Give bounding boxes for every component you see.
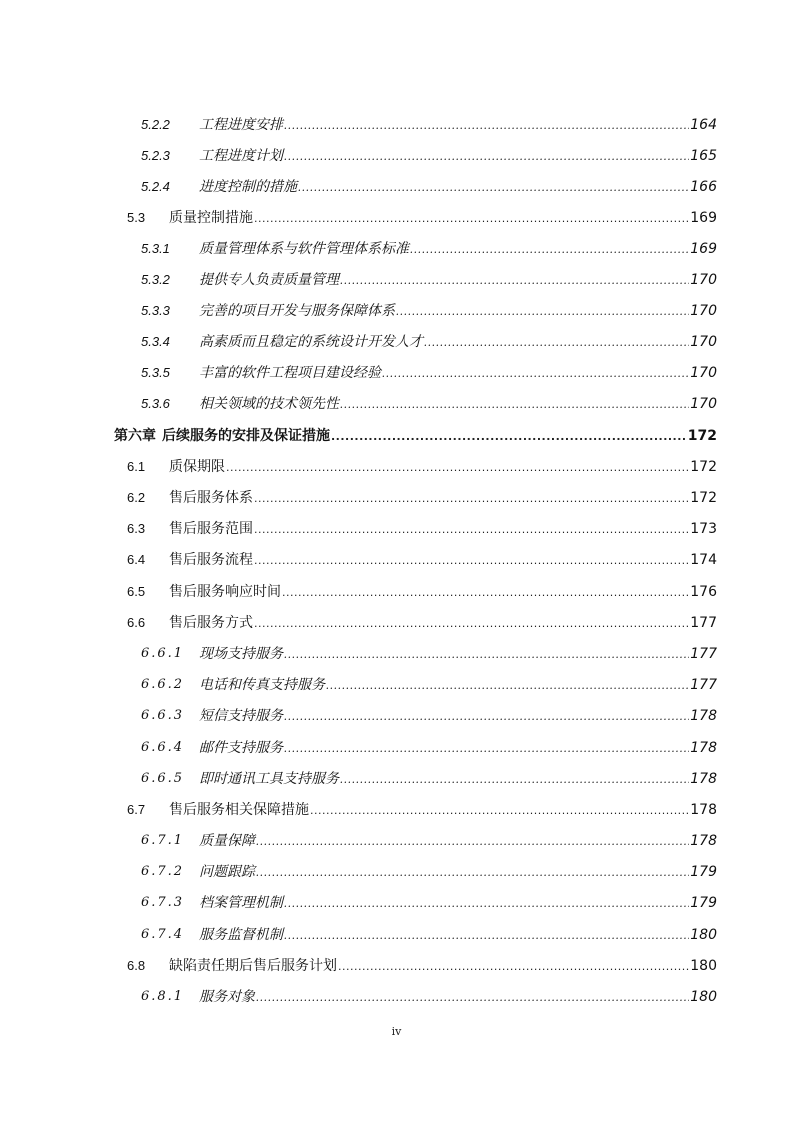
toc-entry-title: 质量控制措施 xyxy=(169,210,253,226)
toc-entry-title: 高素质而且稳定的系统设计开发人才 xyxy=(199,334,423,350)
toc-entry-page: 180 xyxy=(690,958,717,974)
toc-entry[interactable] xyxy=(141,114,717,136)
toc-entry-page: 178 xyxy=(690,740,717,756)
toc-entry-number: 5.3.6 xyxy=(141,396,170,411)
toc-entry[interactable] xyxy=(141,830,717,852)
toc-chapter-number: 第六章 xyxy=(114,428,156,444)
toc-entry-page: 170 xyxy=(690,334,717,350)
toc-leader-dots xyxy=(340,768,689,791)
toc-leader-dots xyxy=(256,861,689,884)
toc-entry-number: 5.2.2 xyxy=(141,117,170,132)
toc-entry-title: 完善的项目开发与服务保障体系 xyxy=(199,303,395,319)
toc-leader-dots xyxy=(382,362,689,385)
toc-leader-dots xyxy=(284,737,689,760)
toc-entry-title: 质量管理体系与软件管理体系标准 xyxy=(199,241,409,257)
toc-entry-page: 178 xyxy=(690,833,717,849)
toc-entry-number: 6.6.4 xyxy=(141,740,185,755)
toc-leader-dots xyxy=(254,518,689,541)
toc-entry-page: 172 xyxy=(687,428,717,444)
toc-entry-page: 169 xyxy=(690,241,717,257)
toc-entry-page: 179 xyxy=(690,864,717,880)
toc-entry-title: 进度控制的措施 xyxy=(199,179,297,195)
toc-entry-title: 电话和传真支持服务 xyxy=(199,677,325,693)
toc-entry-page: 170 xyxy=(690,365,717,381)
toc-entry-title: 质量保障 xyxy=(199,833,255,849)
toc-entry-title: 服务对象 xyxy=(199,989,255,1005)
toc-entry-page: 178 xyxy=(690,771,717,787)
toc-entry[interactable] xyxy=(127,612,717,634)
toc-entry-title: 售后服务流程 xyxy=(169,552,253,568)
toc-chapter-entry[interactable] xyxy=(114,425,717,447)
toc-leader-dots xyxy=(424,331,689,354)
toc-entry[interactable] xyxy=(141,269,717,291)
toc-entry-number: 6.8 xyxy=(127,958,146,973)
toc-entry[interactable] xyxy=(141,674,717,696)
toc-leader-dots xyxy=(256,830,689,853)
toc-entry-title: 工程进度计划 xyxy=(199,148,283,164)
toc-entry-page: 166 xyxy=(690,179,717,195)
toc-entry[interactable] xyxy=(141,643,717,665)
toc-leader-dots xyxy=(284,924,689,947)
toc-entry[interactable] xyxy=(141,362,717,384)
toc-leader-dots xyxy=(254,487,689,510)
toc-entry-number: 6.7 xyxy=(127,802,146,817)
toc-leader-dots xyxy=(226,456,689,479)
toc-entry[interactable] xyxy=(141,331,717,353)
toc-entry-title: 丰富的软件工程项目建设经验 xyxy=(199,365,381,381)
toc-entry-number: 5.3.2 xyxy=(141,272,170,287)
toc-entry[interactable] xyxy=(141,176,717,198)
toc-entry[interactable] xyxy=(141,924,717,946)
toc-entry[interactable] xyxy=(141,737,717,759)
toc-entry-title: 工程进度安排 xyxy=(199,117,283,133)
toc-entry[interactable] xyxy=(127,207,717,229)
toc-leader-dots xyxy=(284,892,689,915)
toc-leader-dots xyxy=(254,549,689,572)
toc-entry-number: 6.6.3 xyxy=(141,708,185,723)
toc-entry[interactable] xyxy=(141,861,717,883)
toc-leader-dots xyxy=(282,581,689,604)
toc-leader-dots xyxy=(310,799,689,822)
toc-chapter-title: 后续服务的安排及保证措施 xyxy=(162,428,330,444)
toc-entry-number: 6.3 xyxy=(127,521,146,536)
toc-leader-dots xyxy=(340,269,689,292)
toc-entry-title: 提供专人负责质量管理 xyxy=(199,272,339,288)
toc-leader-dots xyxy=(410,238,689,261)
toc-leader-dots xyxy=(254,612,689,635)
toc-entry[interactable] xyxy=(141,892,717,914)
toc-entry[interactable] xyxy=(141,300,717,322)
toc-entry-page: 178 xyxy=(690,802,717,818)
toc-entry-number: 6.7.1 xyxy=(141,833,185,848)
toc-leader-dots xyxy=(284,705,689,728)
toc-leader-dots xyxy=(396,300,689,323)
toc-entry-title: 缺陷责任期后售后服务计划 xyxy=(169,958,337,974)
toc-entry-page: 172 xyxy=(690,490,717,506)
toc-entry-number: 5.3 xyxy=(127,210,146,225)
toc-entry-page: 177 xyxy=(690,677,717,693)
toc-entry-page: 170 xyxy=(690,272,717,288)
toc-entry-page: 176 xyxy=(690,584,717,600)
toc-entry-page: 165 xyxy=(690,148,717,164)
toc-entry[interactable] xyxy=(127,456,717,478)
toc-entry-number: 6.5 xyxy=(127,584,146,599)
toc-entry[interactable] xyxy=(141,393,717,415)
toc-entry-page: 177 xyxy=(690,615,717,631)
toc-entry-title: 服务监督机制 xyxy=(199,927,283,943)
toc-entry-number: 6.1 xyxy=(127,459,146,474)
toc-leader-dots xyxy=(340,393,689,416)
toc-entry-number: 5.3.1 xyxy=(141,241,170,256)
toc-leader-dots xyxy=(298,176,689,199)
toc-entry-number: 6.7.4 xyxy=(141,927,185,942)
toc-entry-number: 5.2.4 xyxy=(141,179,170,194)
toc-entry-number: 6.6 xyxy=(127,615,146,630)
toc-entry-page: 177 xyxy=(690,646,717,662)
toc-entry-page: 169 xyxy=(690,210,717,226)
toc-entry-title: 售后服务响应时间 xyxy=(169,584,281,600)
toc-leader-dots xyxy=(338,955,689,978)
toc-leader-dots xyxy=(331,425,687,448)
toc-entry-number: 6.8.1 xyxy=(141,989,185,1004)
toc-entry-title: 售后服务体系 xyxy=(169,490,253,506)
toc-entry-page: 174 xyxy=(690,552,717,568)
toc-entry-page: 172 xyxy=(690,459,717,475)
toc-leader-dots xyxy=(284,114,689,137)
toc-entry-number: 6.6.2 xyxy=(141,677,185,692)
toc-leader-dots xyxy=(254,207,689,230)
toc-entry[interactable] xyxy=(141,986,717,1008)
toc-entry-title: 档案管理机制 xyxy=(199,895,283,911)
toc-entry-number: 5.2.3 xyxy=(141,148,170,163)
toc-entry-title: 邮件支持服务 xyxy=(199,740,283,756)
toc-entry[interactable] xyxy=(141,705,717,727)
toc-leader-dots xyxy=(284,643,689,666)
toc-entry[interactable] xyxy=(127,955,717,977)
toc-entry[interactable] xyxy=(141,145,717,167)
toc-entry-number: 6.7.2 xyxy=(141,864,185,879)
toc-entry[interactable] xyxy=(127,581,717,603)
toc-entry[interactable] xyxy=(127,799,717,821)
toc-entry-number: 6.7.3 xyxy=(141,895,185,910)
toc-entry-page: 173 xyxy=(690,521,717,537)
toc-entry-page: 179 xyxy=(690,895,717,911)
toc-entry-title: 相关领域的技术领先性 xyxy=(199,396,339,412)
toc-entry-page: 178 xyxy=(690,708,717,724)
toc-leader-dots xyxy=(256,986,689,1009)
toc-entry-page: 180 xyxy=(690,989,717,1005)
toc-entry-number: 6.6.5 xyxy=(141,771,185,786)
toc-entry-title: 售后服务相关保障措施 xyxy=(169,802,309,818)
toc-entry[interactable] xyxy=(141,238,717,260)
toc-entry[interactable] xyxy=(141,768,717,790)
toc-entry-number: 5.3.4 xyxy=(141,334,170,349)
toc-entry[interactable] xyxy=(127,518,717,540)
toc-entry[interactable] xyxy=(127,487,717,509)
toc-leader-dots xyxy=(326,674,689,697)
toc-entry-number: 6.2 xyxy=(127,490,146,505)
toc-entry-page: 170 xyxy=(690,396,717,412)
toc-entry[interactable] xyxy=(127,549,717,571)
toc-entry-title: 售后服务方式 xyxy=(169,615,253,631)
toc-entry-page: 180 xyxy=(690,927,717,943)
toc-entry-number: 6.4 xyxy=(127,552,146,567)
toc-entry-title: 售后服务范围 xyxy=(169,521,253,537)
toc-entry-title: 现场支持服务 xyxy=(199,646,283,662)
toc-entry-number: 5.3.3 xyxy=(141,303,170,318)
toc-entry-page: 164 xyxy=(690,117,717,133)
toc-entry-page: 170 xyxy=(690,303,717,319)
toc-entry-title: 即时通讯工具支持服务 xyxy=(199,771,339,787)
toc-entry-number: 6.6.1 xyxy=(141,646,185,661)
toc-leader-dots xyxy=(284,145,689,168)
toc-entry-title: 问题跟踪 xyxy=(199,864,255,880)
toc-entry-number: 5.3.5 xyxy=(141,365,170,380)
toc-entry-title: 短信支持服务 xyxy=(199,708,283,724)
page-number-footer: iv xyxy=(391,1025,402,1038)
toc-entry-title: 质保期限 xyxy=(169,459,225,475)
